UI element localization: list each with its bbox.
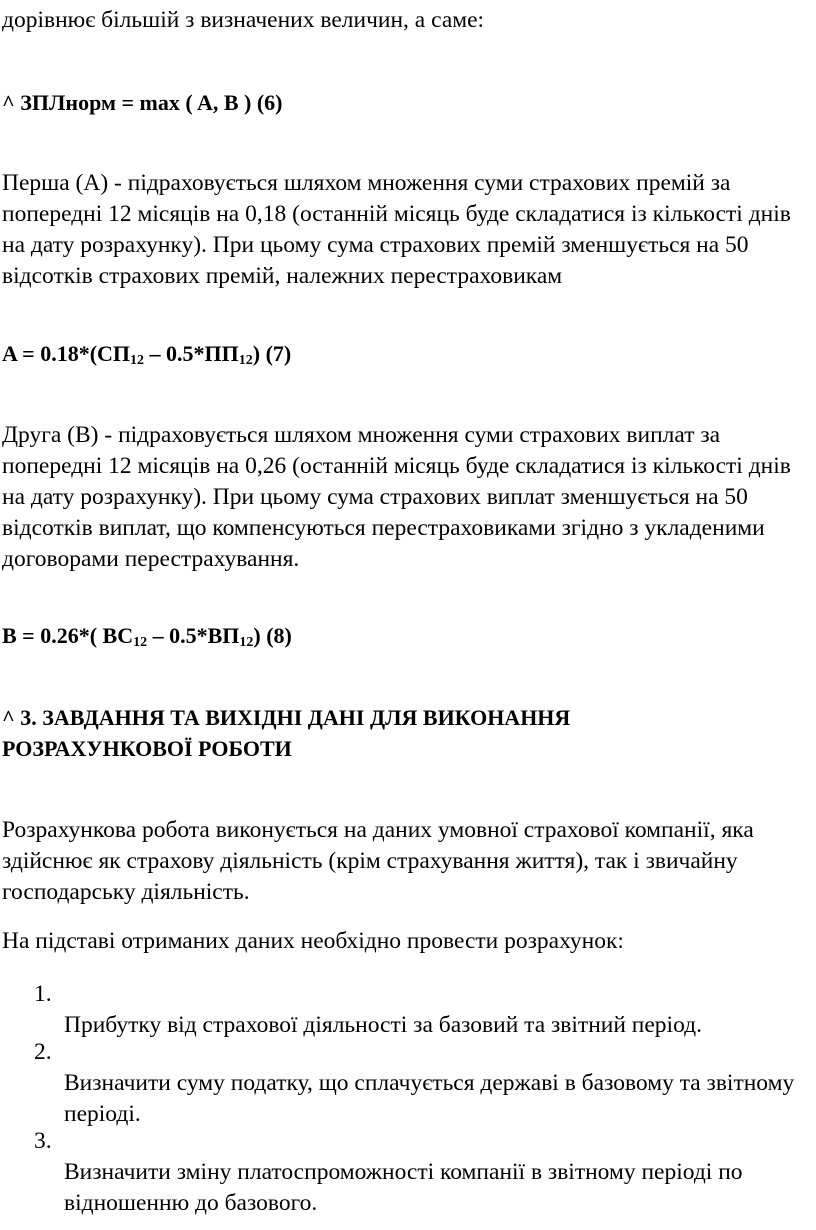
paragraph-b: Друга (В) - підраховується шляхом множення суми страхових виплат за попередні 12 місяців на 0,26 (останній місяць буде складатися із кількості днів на дату розрахунку). При цьому сума страхових виплат зменшується на 50 відсотків виплат, що компенсуються перестраховиками згідно з укладеними договорами перестрахування. (2, 422, 791, 572)
list-item-number: 1. (34, 981, 52, 1007)
formula-6-prefix: ^ (2, 90, 21, 115)
list-item (2, 979, 802, 1037)
list-item-text: Визначити зміну платоспроможності компанії в звітному періоді по відношенню до базового. (64, 1159, 743, 1216)
formula-6-text: ЗПЛнорм = max ( A, B ) (6) (20, 90, 283, 115)
formula-8-part1: B = 0.26*( ВС (2, 623, 134, 648)
list-item (2, 1126, 802, 1219)
formula-7 (2, 340, 291, 368)
paragraph-a: Перша (А) - підраховується шляхом множення суми страхових премій за попередні 12 місяців на 0,18 (останній місяць буде складатися із кількості днів на дату розрахунку). При цьому сума страхових премій зменшується на 50 відсотків страхових премій, належних перестраховикам (2, 170, 791, 289)
section-heading-3-prefix: ^ (2, 705, 21, 730)
formula-8-part2: – 0.5*ВП (147, 623, 240, 648)
list-item-number: 2. (34, 1039, 52, 1065)
intro-line: дорівнює більшій з визначених величин, а саме: (2, 7, 485, 33)
formula-7-sub2: 12 (238, 353, 253, 368)
list-item-text: Прибутку від страхової діяльності за базовий та звітний період. (64, 1012, 702, 1038)
formula-7-part3: ) (7) (252, 341, 292, 366)
formula-8-sub1: 12 (133, 635, 148, 650)
formula-8-sub2: 12 (239, 635, 254, 650)
section-heading-3-text: 3. ЗАВДАННЯ ТА ВИХІДНІ ДАНІ ДЛЯ ВИКОНАННЯ РОЗРАХУНКОВОЇ РОБОТИ (2, 705, 571, 761)
list-item (2, 1037, 802, 1126)
formula-7-part2: – 0.5*ПП (144, 341, 239, 366)
task-list (2, 979, 802, 1219)
list-item-text: Визначити суму податку, що сплачується державі в базовому та звітному періоді. (64, 1070, 795, 1127)
formula-8-part3: ) (8) (253, 623, 292, 648)
formula-7-sub1: 12 (130, 353, 145, 368)
formula-6 (2, 89, 283, 117)
list-item-number: 3. (34, 1128, 52, 1154)
section-heading-3 (2, 702, 692, 764)
formula-8 (2, 622, 292, 650)
paragraph-d: На підставі отриманих даних необхідно провести розрахунок: (2, 928, 624, 954)
formula-7-part1: A = 0.18*(СП (2, 341, 131, 366)
paragraph-c: Розрахункова робота виконується на даних умовної страхової компанії, яка здійснює як страхову діяльність (крім страхування життя), так і звичайну господарську діяльність. (2, 817, 754, 905)
